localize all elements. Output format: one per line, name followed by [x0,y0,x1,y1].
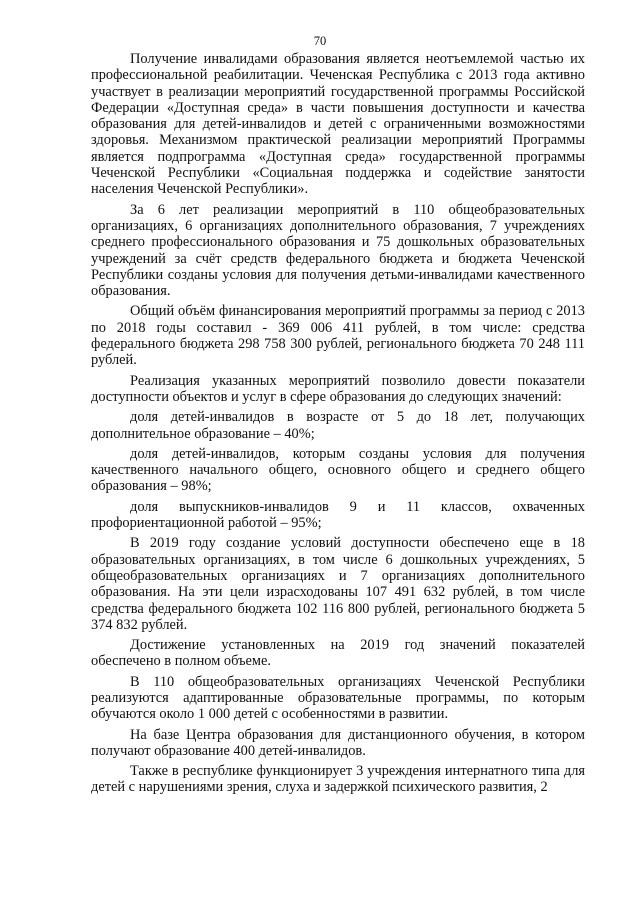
paragraph-1: Получение инвалидами образования является неотъемлемой частью их профессиональной реабилитации. Чеченская Республика с 2013 года активно участвует в реализации мероприятий государственной программы Российской Федерации «Доступная среда» в части повышения доступности и качества образования для детей-инвалидов и детей с ограниченными возможностями здоровья. Механизмом практической реализации мероприятий Программы является подпрограмма «Доступная среда» государственной программы Чеченской Республики «Социальная поддержка и содействие занятости населения Чеченской Республики». [91,51,585,198]
paragraph-4: Реализация указанных мероприятий позволило довести показатели доступности объектов и услуг в сфере образования до следующих значений: [91,372,585,405]
paragraph-5: доля детей-инвалидов в возрасте от 5 до 18 лет, получающих дополнительное образование – 40%; [91,409,585,442]
paragraph-11: На базе Центра образования для дистанционного обучения, в котором получают образование 400 детей-инвалидов. [91,726,585,759]
page-number: 70 [313,34,327,48]
body-text [91,51,585,800]
paragraph-12: Также в республике функционирует 3 учреждения интернатного типа для детей с нарушениями зрения, слуха и задержкой психического развития, 2 [91,763,585,796]
paragraph-8: В 2019 году создание условий доступности обеспечено еще в 18 образовательных организациях, в том числе 6 дошкольных учреждениях, 5 общеобразовательных организациях и 7 организациях дополнительного образования. На эти цели израсходованы 107 491 632 рублей, в том числе средства федерального бюджета 102 116 800 рублей, регионального бюджета 5 374 832 рублей. [91,535,585,633]
paragraph-9: Достижение установленных на 2019 год значений показателей обеспечено в полном объеме. [91,637,585,670]
paragraph-3: Общий объём финансирования мероприятий программы за период с 2013 по 2018 годы составил - 369 006 411 рублей, в том числе: средства федерального бюджета 298 758 300 рублей, регионального бюджета 70 248 111 рублей. [91,303,585,369]
paragraph-6: доля детей-инвалидов, которым созданы условия для получения качественного начального общего, основного общего и среднего общего образования – 98%; [91,445,585,495]
paragraph-7: доля выпускников-инвалидов 9 и 11 классов, охваченных профориентационной работой – 95%; [91,498,585,532]
paragraph-10: В 110 общеобразовательных организациях Чеченской Республики реализуются адаптированные образовательные программы, по которым обучаются около 1 000 детей с особенностями в развитии. [91,673,585,723]
paragraph-2: За 6 лет реализации мероприятий в 110 общеобразовательных организациях, 6 организациях дополнительного образования, 7 учреждениях среднего профессионального образования и 75 дошкольных образовательных учреждений за счёт средств федерального бюджета и бюджета Чеченской Республики созданы условия для получения детьми-инвалидами качественного образования. [91,201,585,300]
